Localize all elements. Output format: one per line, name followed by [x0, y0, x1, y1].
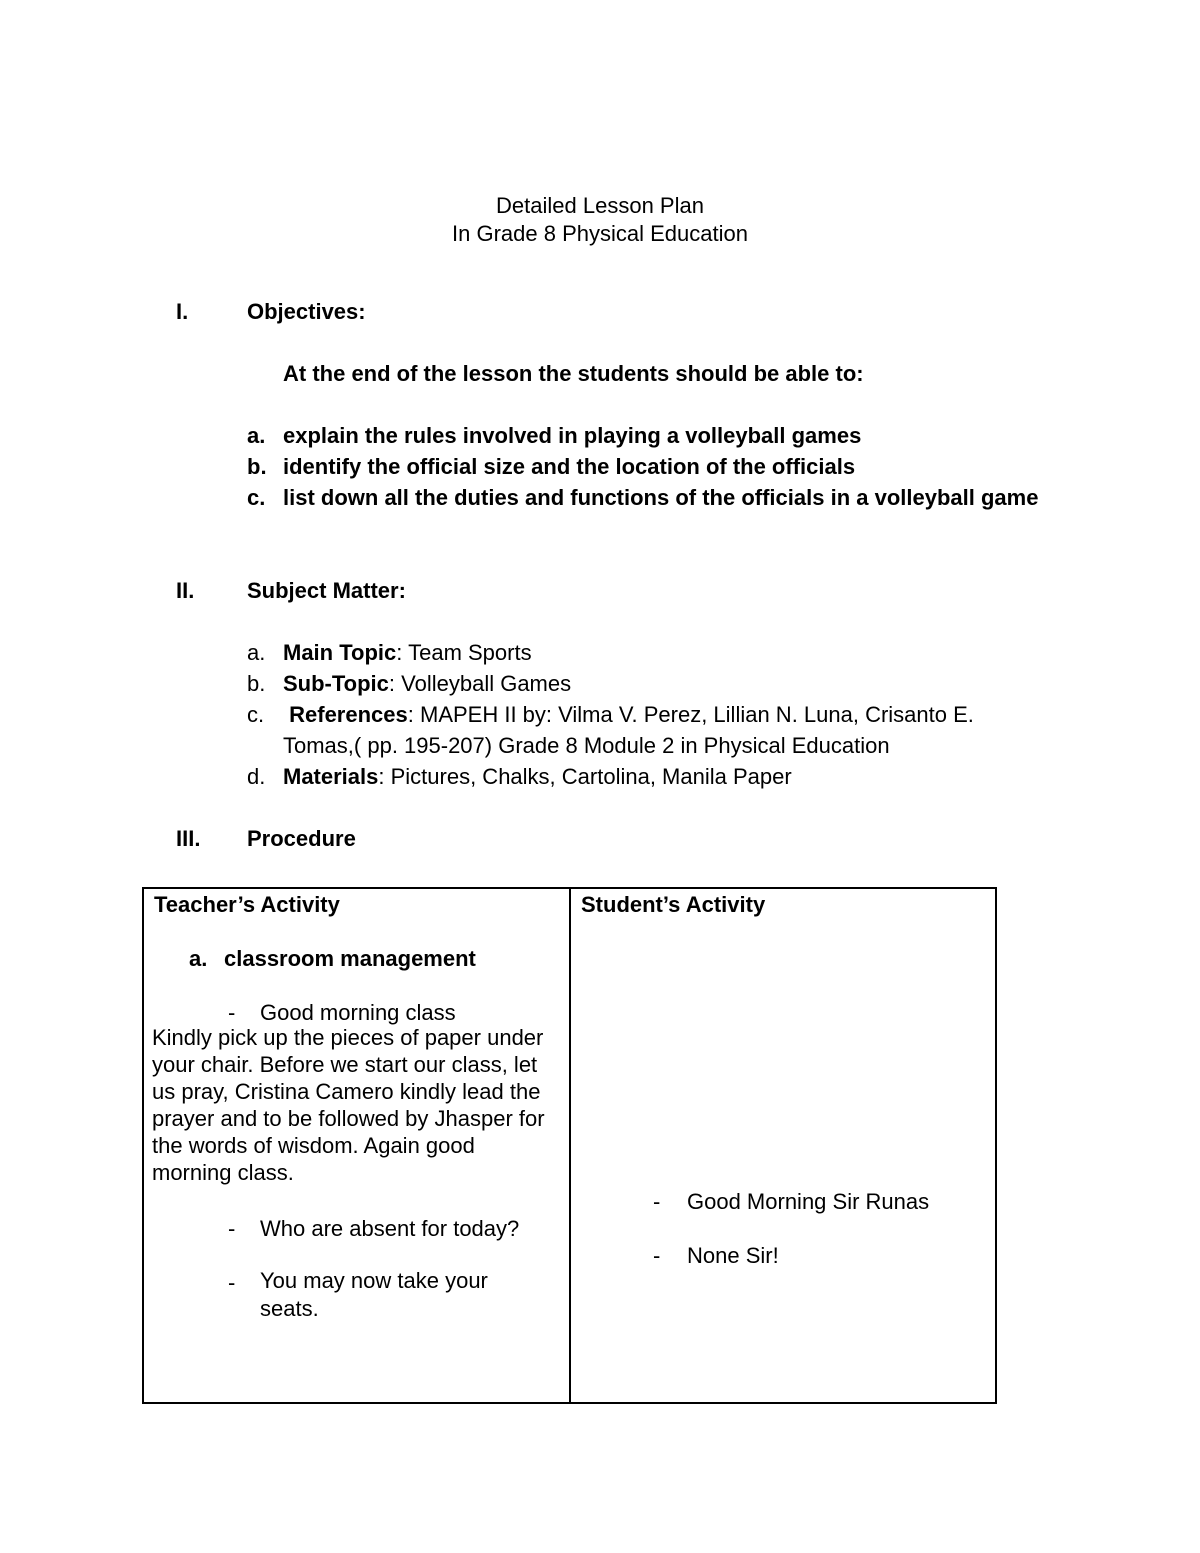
objective-text: identify the official size and the location of the officials [283, 454, 856, 479]
dash-bullet: - [653, 1189, 661, 1214]
subject-label: References [289, 702, 408, 727]
subject-text: : Volleyball Games [388, 671, 572, 696]
objective-marker: c. [247, 485, 266, 510]
teacher-activity-header: Teacher’s Activity [154, 892, 340, 917]
objective-text: explain the rules involved in playing a volleyball games [283, 423, 862, 448]
teacher-greeting: Good morning class [260, 1000, 456, 1025]
dash-bullet: - [228, 1270, 236, 1295]
objective-marker: b. [247, 454, 267, 479]
subject-marker: d. [247, 764, 266, 789]
subject-label: Sub-Topic [283, 671, 389, 696]
subject-marker: c. [247, 702, 265, 727]
student-answer: None Sir! [687, 1243, 779, 1268]
subject-text: : Team Sports [396, 640, 532, 665]
teacher-instruction: You may now take your seats. [260, 1268, 488, 1321]
section-numeral-subject-matter: II. [176, 578, 195, 603]
section-numeral-procedure: III. [176, 826, 201, 851]
student-greeting: Good Morning Sir Runas [687, 1189, 930, 1214]
document-title: Detailed Lesson Plan [496, 193, 704, 218]
section-heading-subject-matter: Subject Matter: [247, 578, 406, 603]
teacher-paragraph: Kindly pick up the pieces of paper under your chair. Before we start our class, let us pray, Cristina Camero kindly lead the prayer and to be followed by Jhasper for the words of wisdom. Again good morning class. [152, 1025, 545, 1185]
procedure-table [142, 887, 997, 1404]
subject-label: Main Topic [283, 640, 397, 665]
subject-marker: b. [247, 671, 266, 696]
objective-marker: a. [247, 423, 266, 448]
document-subtitle: In Grade 8 Physical Education [452, 221, 748, 246]
classroom-management-heading: classroom management [224, 946, 476, 971]
student-activity-cell [570, 888, 996, 1403]
dash-bullet: - [228, 1000, 236, 1025]
section-heading-procedure: Procedure [247, 826, 356, 851]
objectives-intro: At the end of the lesson the students should be able to: [283, 361, 864, 386]
subject-text: : Pictures, Chalks, Cartolina, Manila Paper [378, 764, 792, 789]
teacher-question: Who are absent for today? [260, 1216, 520, 1241]
section-numeral-objectives: I. [176, 299, 189, 324]
teacher-activity-cell [143, 888, 570, 1403]
subject-label: Materials [283, 764, 379, 789]
subject-text: : MAPEH II by: Vilma V. Perez, Lillian N. Luna, Crisanto E. Tomas,( pp. 195-207) Grade 8 Module 2 in Physical Education [283, 702, 974, 758]
student-activity-header: Student’s Activity [581, 892, 766, 917]
objective-text: list down all the duties and functions of the officials in a volleyball game [283, 485, 1039, 510]
classroom-management-marker: a. [189, 946, 208, 971]
dash-bullet: - [228, 1216, 236, 1241]
dash-bullet: - [653, 1243, 661, 1268]
subject-marker: a. [247, 640, 266, 665]
section-heading-objectives: Objectives: [247, 299, 366, 324]
